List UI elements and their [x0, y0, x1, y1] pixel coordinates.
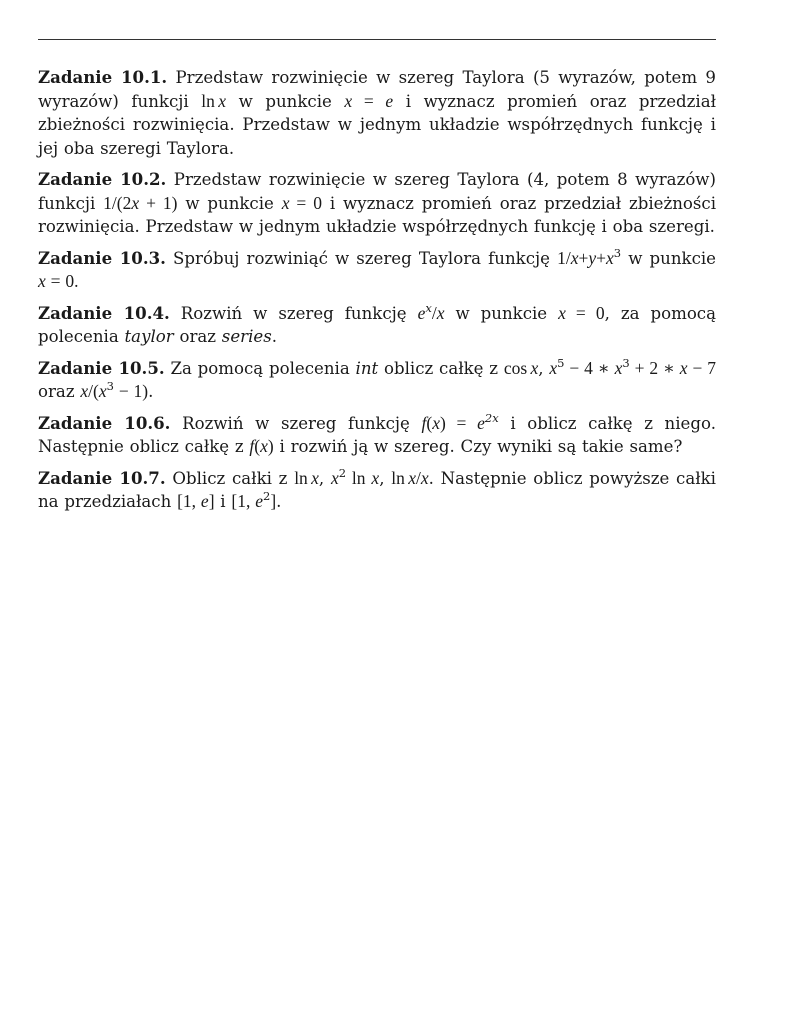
math-var: x	[432, 412, 440, 433]
math: /(	[88, 381, 99, 401]
task-text: . Następnie oblicz powyższe całki na przedziałach	[38, 468, 716, 511]
math-var: x	[371, 467, 380, 488]
header-rule	[38, 39, 716, 40]
math: ]	[270, 491, 277, 511]
math-var: e	[200, 491, 209, 511]
task-text: , za pomocą polecenia	[38, 303, 716, 346]
task-text: Rozwiń w szereg funkcję	[170, 413, 422, 433]
math-var: x	[570, 247, 579, 268]
math-var: f	[421, 412, 427, 433]
command-name: taylor	[124, 327, 174, 346]
task-list	[38, 66, 716, 522]
math-var: x	[98, 381, 107, 401]
task-text: w punkcie	[226, 91, 345, 111]
task-10-6	[38, 412, 716, 459]
math: ]	[208, 491, 215, 511]
task-text: ,	[379, 468, 392, 488]
math-var: e	[255, 491, 263, 511]
math-sup: 2x	[484, 410, 499, 425]
math-var: x	[80, 381, 89, 401]
math: ln	[391, 467, 405, 488]
math-sup: 2	[262, 489, 271, 503]
math-var: x	[614, 357, 623, 378]
task-text: oraz	[173, 327, 222, 346]
task-text: i	[214, 492, 232, 511]
task-10-1	[38, 66, 716, 160]
math-var: x	[606, 247, 614, 268]
math-var: x	[281, 192, 290, 213]
math: 1/(2	[103, 192, 132, 213]
math: = 0	[289, 192, 322, 213]
math-var: x	[311, 467, 319, 488]
math: (	[254, 436, 261, 456]
math: − 7	[687, 357, 716, 378]
task-text: Przedstaw rozwinięcie w szereg Taylora (4, potem 8 wyrazów) funkcji	[38, 170, 716, 213]
math-sup: 3	[106, 379, 114, 393]
task-text: Przedstaw rozwinięcie w szereg Taylora (5 wyrazów, potem 9 wyrazów) funkcji	[38, 68, 716, 111]
math: +	[596, 247, 606, 268]
task-text: .	[148, 382, 154, 401]
task-text: .	[276, 492, 282, 511]
math-var: x	[330, 467, 339, 488]
math-var: x	[260, 436, 268, 456]
math: /	[431, 302, 437, 323]
task-text: w punkcie	[621, 248, 716, 268]
command-name: int	[355, 358, 379, 378]
math-var: x	[558, 302, 566, 323]
task-10-5	[38, 357, 716, 404]
math: ) =	[439, 412, 478, 433]
math-sup: x	[425, 300, 432, 315]
math: ln	[294, 467, 308, 488]
task-label: Zadanie 10.7.	[38, 467, 166, 488]
task-label: Zadanie 10.3.	[38, 247, 166, 268]
math-var: e	[417, 302, 426, 323]
math: )	[267, 436, 274, 456]
task-text: ,	[318, 468, 331, 488]
math-sup: 5	[557, 355, 565, 370]
task-text: i wyznacz promień oraz przedział zbieżności rozwinięcia. Przedstaw w jednym układzie współrzędnych funkcję i jej oba szeregi Taylora.	[38, 91, 716, 158]
task-text: ,	[538, 358, 550, 378]
task-text: i oblicz całkę z niego. Następnie oblicz całkę z	[38, 413, 716, 456]
math: /	[415, 467, 421, 488]
math-sup: 3	[613, 245, 622, 260]
math: ln	[346, 467, 372, 488]
math: =	[352, 90, 386, 111]
math-var: x	[679, 357, 688, 378]
task-text: Za pomocą polecenia	[164, 358, 356, 378]
task-text: oraz	[38, 382, 81, 401]
math-var: f	[249, 436, 255, 456]
math: + 2 ∗	[629, 357, 680, 378]
math: + 1)	[139, 192, 178, 213]
math-var: x	[344, 90, 353, 111]
task-text: i rozwiń ją w szereg. Czy wyniki są takie same?	[273, 437, 683, 456]
task-text: w punkcie	[444, 303, 559, 323]
math-var: x	[38, 271, 46, 291]
task-label: Zadanie 10.6.	[38, 412, 171, 433]
task-text: .	[271, 327, 277, 346]
math: ln	[201, 90, 215, 111]
task-text: Rozwiń w szereg funkcję	[169, 303, 418, 323]
math-var: e	[385, 90, 394, 111]
math: cos	[503, 357, 528, 378]
task-label: Zadanie 10.1.	[38, 67, 168, 87]
task-10-3	[38, 247, 716, 294]
task-text: Spróbuj rozwiniąć w szereg Taylora funkcję	[165, 248, 558, 268]
math-var: x	[436, 302, 445, 323]
math-sup: 2	[338, 465, 347, 480]
command-name: series	[221, 327, 272, 346]
task-text: w punkcie	[177, 193, 282, 213]
task-text: i wyznacz promień oraz przedział zbieżności rozwinięcia. Przedstaw w jednym układzie współrzędnych funkcję i oba szeregi.	[38, 193, 717, 236]
task-text: Oblicz całki z	[165, 468, 295, 488]
math: +	[578, 247, 589, 268]
math: − 1)	[113, 381, 149, 401]
math-var: x	[530, 357, 539, 378]
task-10-2	[38, 168, 716, 239]
math-var: x	[420, 467, 429, 488]
math-sup: 3	[622, 355, 630, 370]
task-10-7	[38, 467, 716, 514]
math: [1,	[231, 491, 256, 511]
math-var: x	[131, 192, 140, 213]
math-var: e	[477, 412, 485, 433]
math-var: x	[218, 90, 227, 111]
math-var: x	[408, 467, 416, 488]
task-label: Zadanie 10.4.	[38, 302, 170, 323]
math: = 0	[565, 302, 605, 323]
task-text: oblicz całkę z	[378, 358, 504, 378]
task-label: Zadanie 10.2.	[38, 169, 167, 189]
math: (	[426, 412, 433, 433]
math: − 4 ∗	[564, 357, 615, 378]
math-var: y	[588, 247, 597, 268]
task-label: Zadanie 10.5.	[38, 357, 165, 378]
math: = 0.	[45, 271, 79, 291]
math: 1/	[557, 247, 571, 268]
math-var: x	[549, 357, 558, 378]
math: [1,	[177, 491, 201, 511]
task-10-4	[38, 302, 716, 349]
